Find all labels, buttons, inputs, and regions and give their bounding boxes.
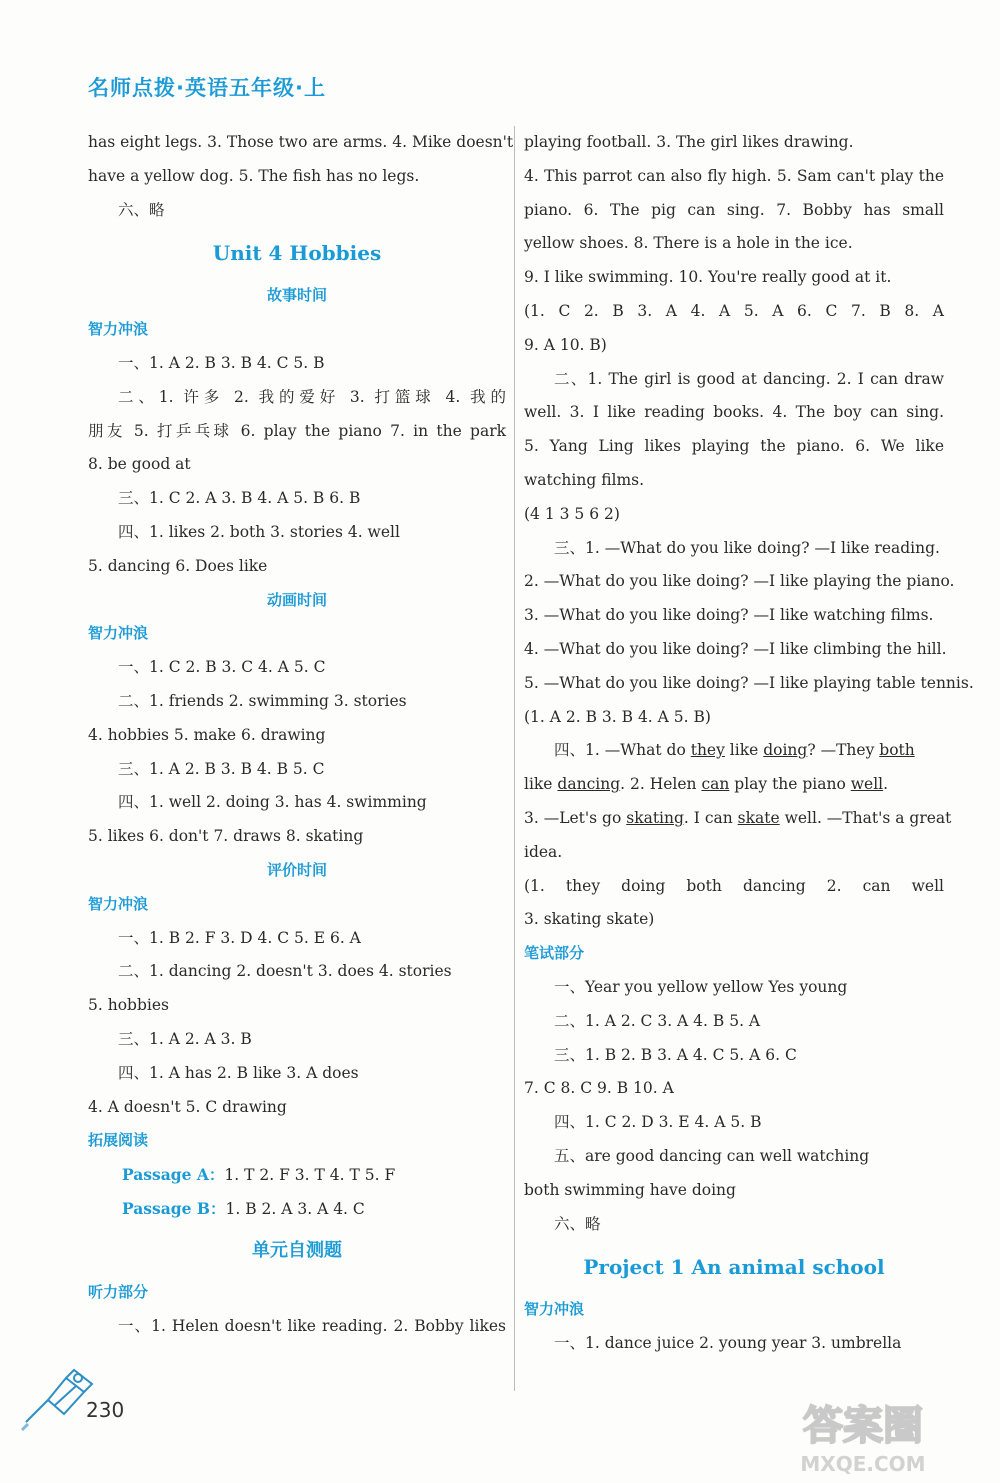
section-heading: 评价时间 [266,860,327,879]
unit-heading-line [524,1241,944,1293]
answer-line: 三、1. A 2. A 3. B [118,1029,252,1048]
underlined-answer: they [690,741,725,760]
unit-title: Unit 4 Hobbies [212,241,382,266]
left-column [88,126,514,1343]
answer-line: watching films. [524,470,645,489]
subsection-label-line [88,1124,506,1158]
section-heading: 动画时间 [266,590,327,609]
answer-line: 二、1. 许多 2. 我的爱好 3. 打篮球 4. 我的 [118,387,506,406]
subsection-label: 笔试部分 [524,944,585,963]
answer-line: 5. Yang Ling likes playing the piano. 6. We like [524,437,944,456]
answer-line: 二、1. A 2. C 3. A 4. B 5. A [554,1011,761,1030]
answer-line: yellow shoes. 8. There is a hole in the ice. [524,234,853,253]
answer-line: 7. C 8. C 9. B 10. A [524,1079,674,1098]
section-title: 单元自测题 [252,1239,342,1261]
answer-line: playing football. 3. The girl likes drawing. [524,133,854,151]
answer-line: well. 3. I like reading books. 4. The boy can sing. [524,403,944,422]
answer-line: 三、1. C 2. A 3. B 4. A 5. B 6. B [118,489,361,508]
answer-line: 五、are good dancing can well watching [554,1146,870,1165]
text-fragment: . [883,775,889,794]
answer-line: 三、1. —What do you like doing? —I like reading. [554,538,940,557]
answer-line: 一、1. Helen doesn't like reading. 2. Bobby likes [118,1316,506,1335]
passage-label: Passage A： [122,1165,225,1185]
answer-line: 5. likes 6. don't 7. draws 8. skating [88,827,364,846]
unit-heading-line [88,227,506,279]
text-fragment: 四、1. —What do [554,741,691,760]
answer-line: 四、1. likes 2. both 3. stories 4. well [118,522,400,541]
subsection-label-line [524,937,944,971]
answer-line: idea. [524,842,563,861]
answer-line: 2. —What do you like doing? —I like playing the piano. [524,572,955,591]
subsection-label-line [88,888,506,922]
answer-line: have a yellow dog. 5. The fish has no legs. [88,166,420,185]
answer-line: 一、1. A 2. B 3. B 4. C 5. B [118,353,325,372]
answer-line [524,802,952,836]
answer-line: 二、1. dancing 2. doesn't 3. does 4. stories [118,962,452,981]
answer-line: has eight legs. 3. Those two are arms. 4. Mike doesn't [88,133,514,151]
answer-line: both swimming have doing [524,1180,736,1199]
underlined-answer: dancing [557,775,621,794]
text-fragment: . I can [683,808,738,827]
subsection-label: 智力冲浪 [88,624,149,643]
answer-line: 朋友 5. 打乒乓球 6. play the piano 7. in the park [88,421,506,440]
answer-line: 一、1. C 2. B 3. C 4. A 5. C [118,658,326,677]
answer-line: 三、1. A 2. B 3. B 4. B 5. C [118,759,325,778]
subsection-label: 拓展阅读 [88,1131,149,1150]
answer-line: 4. —What do you like doing? —I like climbing the hill. [524,639,947,658]
answer-line: 4. hobbies 5. make 6. drawing [88,725,326,744]
answer-line: (4 1 3 5 6 2) [524,504,620,523]
answer-line: 5. —What do you like doing? —I like playing table tennis. [524,673,974,692]
answer-line: 四、1. well 2. doing 3. has 4. swimming [118,793,427,812]
subsection-label-line [88,313,506,347]
answer-line: 六、略 [118,200,165,219]
subsection-label-line [524,1293,944,1327]
subsection-label: 智力冲浪 [88,320,149,339]
answer-line: 一、1. dance juice 2. young year 3. umbrella [554,1334,902,1353]
watermark-logo [744,1393,982,1477]
answer-line: 六、略 [554,1214,601,1233]
watermark-text: 答案圈 [803,1403,923,1449]
subsection-label: 智力冲浪 [524,1300,585,1319]
text-fragment: like [524,775,558,794]
text-fragment: play the piano [729,775,851,794]
answer-line: 9. I like swimming. 10. You're really good at it. [524,268,892,287]
answer-line: 5. dancing 6. Does like [88,556,268,575]
underlined-answer: skate [737,808,780,827]
answer-line: 四、1. C 2. D 3. E 4. A 5. B [554,1113,762,1132]
underlined-answer: doing [763,741,808,760]
subsection-label: 智力冲浪 [88,894,149,913]
answer-line: (1. C 2. B 3. A 4. A 5. A 6. C 7. B 8. A [524,301,944,320]
answer-line: 四、1. A has 2. B like 3. A does [118,1063,359,1082]
subsection-label: 听力部分 [88,1282,149,1301]
unit-test-heading-line [88,1226,506,1276]
passage-label: Passage B： [122,1198,226,1218]
answer-line: 3. —What do you like doing? —I like watching films. [524,606,934,625]
answer-line: 3. skating skate) [524,910,655,929]
text-fragment: well. —That's a great [779,808,952,827]
answer-line: 4. A doesn't 5. C drawing [88,1097,287,1116]
answer-line: 二、1. The girl is good at dancing. 2. I can draw [554,369,944,388]
passage-line [88,1158,506,1192]
section-heading: 故事时间 [266,286,327,305]
passage-answers: 1. B 2. A 3. A 4. C [225,1199,365,1218]
passage-answers: 1. T 2. F 3. T 4. T 5. F [224,1166,396,1185]
unit-title: Project 1 An animal school [583,1255,885,1280]
answer-line: 一、Year you yellow yellow Yes young [554,977,848,996]
text-fragment: 3. —Let's go [524,808,627,827]
subsection-label-line [88,1276,506,1310]
text-fragment: ? —They [807,741,880,760]
underlined-answer: well [850,775,884,794]
passage-line [88,1192,506,1226]
underlined-answer: can [701,775,730,794]
underlined-answer: both [879,741,915,760]
section-heading-line [88,584,506,618]
answer-line: (1. A 2. B 3. B 4. A 5. B) [524,707,711,726]
answer-line: 9. A 10. B) [524,335,607,354]
answer-line: 一、1. B 2. F 3. D 4. C 5. E 6. A [118,928,361,947]
text-fragment: . 2. Helen [620,775,702,794]
page-number: 230 [86,1398,125,1422]
right-column [524,126,974,1361]
page-header-title: 名师点拨·英语五年级·上 [88,76,326,100]
answer-line: 二、1. friends 2. swimming 3. stories [118,691,407,710]
answer-line: 4. This parrot can also fly high. 5. Sam can't play the [524,166,944,185]
section-heading-line [88,279,506,313]
section-heading-line [88,854,506,888]
subsection-label-line [88,617,506,651]
text-fragment: like [724,741,764,760]
answer-line: 三、1. B 2. B 3. A 4. C 5. A 6. C [554,1045,797,1064]
underlined-answer: skating [626,808,684,827]
answer-line: (1. they doing both dancing 2. can well [524,876,944,895]
answer-line: 8. be good at [88,455,191,474]
answer-line: 5. hobbies [88,996,169,1015]
column-divider [514,126,515,1391]
answer-line [524,734,944,768]
watermark-url: MXQE.COM [800,1452,926,1476]
answer-line: piano. 6. The pig can sing. 7. Bobby has small [524,200,944,219]
answer-line [524,768,944,802]
